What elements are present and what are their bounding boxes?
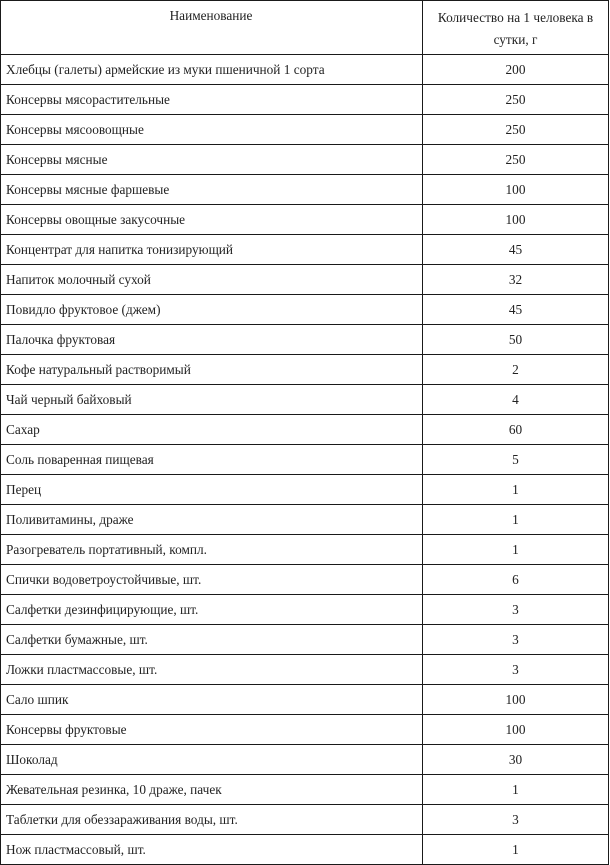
item-quantity: 100 [423,205,609,235]
item-quantity: 60 [423,415,609,445]
item-quantity: 3 [423,595,609,625]
table-row [1,475,609,505]
table-row [1,355,609,385]
item-name: Салфетки дезинфицирующие, шт. [1,595,423,625]
header-quantity: Количество на 1 человека в сутки, г [423,1,609,55]
item-name: Таблетки для обеззараживания воды, шт. [1,805,423,835]
item-quantity: 200 [423,55,609,85]
item-quantity: 1 [423,505,609,535]
item-name: Напиток молочный сухой [1,265,423,295]
item-name: Сахар [1,415,423,445]
table-row [1,295,609,325]
item-name: Кофе натуральный растворимый [1,355,423,385]
item-name: Ложки пластмассовые, шт. [1,655,423,685]
table-row [1,835,609,865]
item-quantity: 100 [423,175,609,205]
item-name: Консервы мясоовощные [1,115,423,145]
item-quantity: 3 [423,805,609,835]
item-quantity: 3 [423,655,609,685]
item-name: Шоколад [1,745,423,775]
item-name: Консервы фруктовые [1,715,423,745]
item-quantity: 30 [423,745,609,775]
item-name: Жевательная резинка, 10 драже, пачек [1,775,423,805]
table-row [1,325,609,355]
item-quantity: 250 [423,85,609,115]
table-row [1,415,609,445]
header-name: Наименование [1,1,423,55]
table-row [1,595,609,625]
table-row [1,55,609,85]
item-quantity: 45 [423,295,609,325]
item-quantity: 50 [423,325,609,355]
item-quantity: 1 [423,835,609,865]
table-row [1,265,609,295]
item-quantity: 5 [423,445,609,475]
item-quantity: 32 [423,265,609,295]
item-quantity: 2 [423,355,609,385]
table-row [1,625,609,655]
item-name: Сало шпик [1,685,423,715]
table-row [1,505,609,535]
table-body [1,55,609,865]
item-name: Нож пластмассовый, шт. [1,835,423,865]
item-name: Консервы мясные [1,145,423,175]
table-row [1,115,609,145]
table-row [1,715,609,745]
item-quantity: 100 [423,715,609,745]
table-row [1,175,609,205]
item-quantity: 1 [423,475,609,505]
table-row [1,145,609,175]
item-quantity: 1 [423,775,609,805]
item-quantity: 1 [423,535,609,565]
item-quantity: 250 [423,115,609,145]
table-row [1,685,609,715]
item-name: Соль поваренная пищевая [1,445,423,475]
item-quantity: 45 [423,235,609,265]
item-name: Поливитамины, драже [1,505,423,535]
item-name: Перец [1,475,423,505]
table-row [1,85,609,115]
table-row [1,235,609,265]
item-name: Разогреватель портативный, компл. [1,535,423,565]
table-row [1,445,609,475]
table-row [1,655,609,685]
item-name: Консервы мясные фаршевые [1,175,423,205]
item-name: Палочка фруктовая [1,325,423,355]
header-row [1,1,609,55]
table-row [1,385,609,415]
item-quantity: 100 [423,685,609,715]
table-row [1,205,609,235]
table-row [1,805,609,835]
item-quantity: 250 [423,145,609,175]
item-quantity: 4 [423,385,609,415]
item-name: Чай черный байховый [1,385,423,415]
item-quantity: 6 [423,565,609,595]
table-row [1,565,609,595]
item-name: Консервы мясорастительные [1,85,423,115]
item-name: Концентрат для напитка тонизирующий [1,235,423,265]
table-row [1,745,609,775]
table-row [1,535,609,565]
item-name: Хлебцы (галеты) армейские из муки пшеничной 1 сорта [1,55,423,85]
table-row [1,775,609,805]
item-quantity: 3 [423,625,609,655]
item-name: Консервы овощные закусочные [1,205,423,235]
item-name: Салфетки бумажные, шт. [1,625,423,655]
item-name: Повидло фруктовое (джем) [1,295,423,325]
item-name: Спички водоветроустойчивые, шт. [1,565,423,595]
